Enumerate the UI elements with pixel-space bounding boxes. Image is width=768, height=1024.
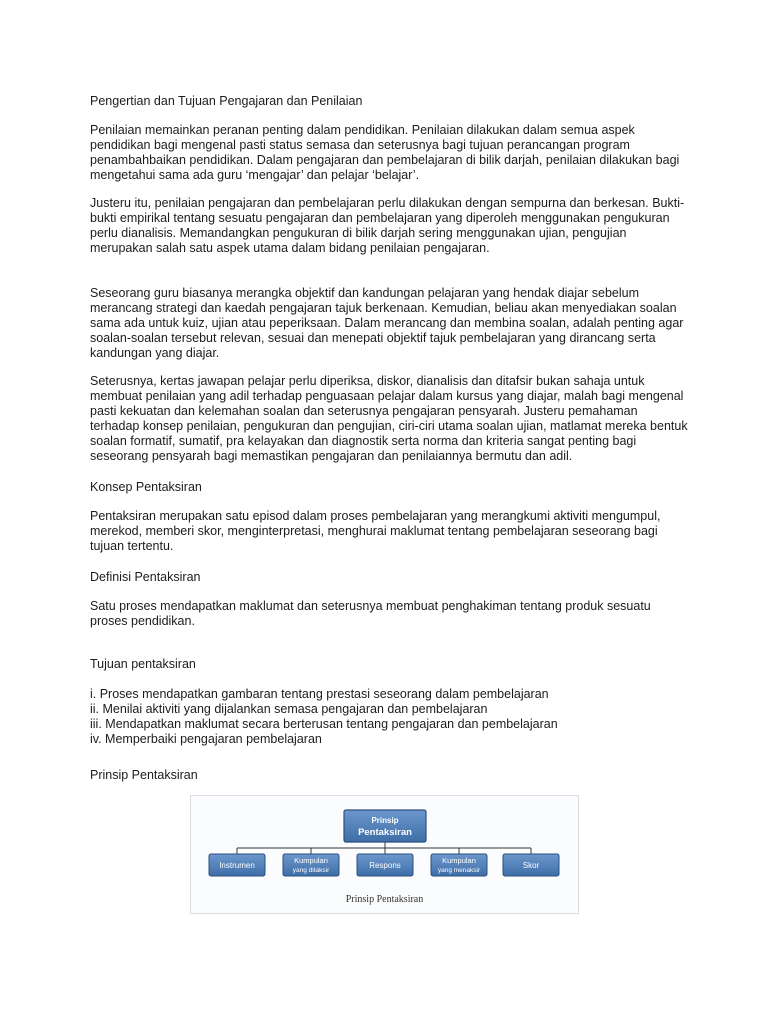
prinsip-diagram <box>191 796 578 891</box>
prinsip-diagram-figure <box>190 795 579 914</box>
paragraph-seterusnya: Seterusnya, kertas jawapan pelajar perlu diperiksa, diskor, dianalisis dan ditafsir bukan sahaja untuk membuat penilaian yang adil terhadap penguasaan pelajar dalam kursus yang diajar, malah bagi mengenal pasti kekuatan dan kelemahan soalan dan seterusnya pengajaran pensyarah. Justeru pemahaman terhadap konsep penilaian, pengukuran dan pengujian, ciri-ciri utama soalan ujian, matlamat mereka bentuk soalan formatif, sumatif, pra kelayakan dan diagnostik serta norma dan kriteria sangat penting bagi seseorang pensyarah bagi memastikan pengajaran dan penilaiannya bermutu dan adil. <box>90 374 688 463</box>
paragraph-intro: Penilaian memainkan peranan penting dalam pendidikan. Penilaian dilakukan dalam semua aspek pendidikan bagi mengenal pasti status semasa dan seterusnya bagi tujuan perancangan program penambahbaikan pendidikan. Dalam pengajaran dan pembelajaran di bilik darjah, penilaian dilakukan bagi mengetahui sama ada guru ‘mengajar’ dan pelajar ‘belajar’. <box>90 123 680 182</box>
diagram-root-node <box>344 810 426 842</box>
paragraph-definisi: Satu proses mendapatkan maklumat dan seterusnya membuat penghakiman tentang produk sesuatu proses pendidikan. <box>90 599 651 628</box>
diagram-child-kumpulan-ditaksir <box>283 854 339 876</box>
child-label: Kumpulan <box>294 856 328 865</box>
child-label-sub: yang ditaksir <box>292 867 330 874</box>
heading-definisi: Definisi Pentaksiran <box>90 570 201 584</box>
heading-prinsip: Prinsip Pentaksiran <box>90 768 198 782</box>
root-label-line2: Pentaksiran <box>358 827 412 838</box>
page-title: Pengertian dan Tujuan Pengajaran dan Penilaian <box>90 94 363 108</box>
diagram-child-respons <box>357 854 413 876</box>
tujuan-list <box>90 687 558 747</box>
figure-caption: Prinsip Pentaksiran <box>345 894 424 905</box>
paragraph-konsep: Pentaksiran merupakan satu episod dalam proses pembelajaran yang merangkumi aktiviti mengumpul, merekod, memberi skor, menginterpretasi, menghurai maklumat tentang pembelajaran seseorang bagi tujuan tertentu. <box>90 509 661 553</box>
diagram-child-skor <box>503 854 559 876</box>
diagram-child-kumpulan-menaksir <box>431 854 487 876</box>
diagram-child-instrumen <box>209 854 265 876</box>
list-item: iii. Mendapatkan maklumat secara berterusan tentang pengajaran dan pembelajaran <box>90 717 558 731</box>
paragraph-guru: Seseorang guru biasanya merangka objektif dan kandungan pelajaran yang hendak diajar sebelum merancang strategi dan kaedah pengajaran tajuk berkenaan. Kemudian, beliau akan menyediakan soalan sama ada untuk kuiz, ujian atau peperiksaan. Dalam merancang dan membina soalan, adalah penting agar soalan-soalan tersebut relevan, sesuai dan menepati objektif tajuk pembelajaran yang dirancang serta kandungan yang diajar. <box>90 286 684 360</box>
heading-tujuan: Tujuan pentaksiran <box>90 657 196 671</box>
child-label: Skor <box>522 861 540 870</box>
list-item: i. Proses mendapatkan gambaran tentang prestasi seseorang dalam pembelajaran <box>90 687 549 701</box>
list-item: iv. Memperbaiki pengajaran pembelajaran <box>90 732 322 746</box>
child-label: Respons <box>369 861 401 870</box>
diagram-connectors <box>237 842 531 854</box>
list-item: ii. Menilai aktiviti yang dijalankan semasa pengajaran dan pembelajaran <box>90 702 488 716</box>
child-label: Kumpulan <box>442 856 476 865</box>
paragraph-justeru: Justeru itu, penilaian pengajaran dan pembelajaran perlu dilakukan dengan sempurna dan berkesan. Bukti-bukti empirikal tentang sesuatu pengajaran dan pembelajaran yang diperoleh menggunakan pengukuran perlu dianalisis. Memandangkan pengukuran di bilik darjah sering menggunakan ujian, pengujian merupakan salah satu aspek utama dalam bidang penilaian pengajaran. <box>90 196 685 255</box>
child-label: Instrumen <box>219 861 255 870</box>
root-label-line1: Prinsip <box>371 816 399 825</box>
child-label-sub: yang menaksir <box>437 867 481 874</box>
heading-konsep: Konsep Pentaksiran <box>90 480 202 494</box>
